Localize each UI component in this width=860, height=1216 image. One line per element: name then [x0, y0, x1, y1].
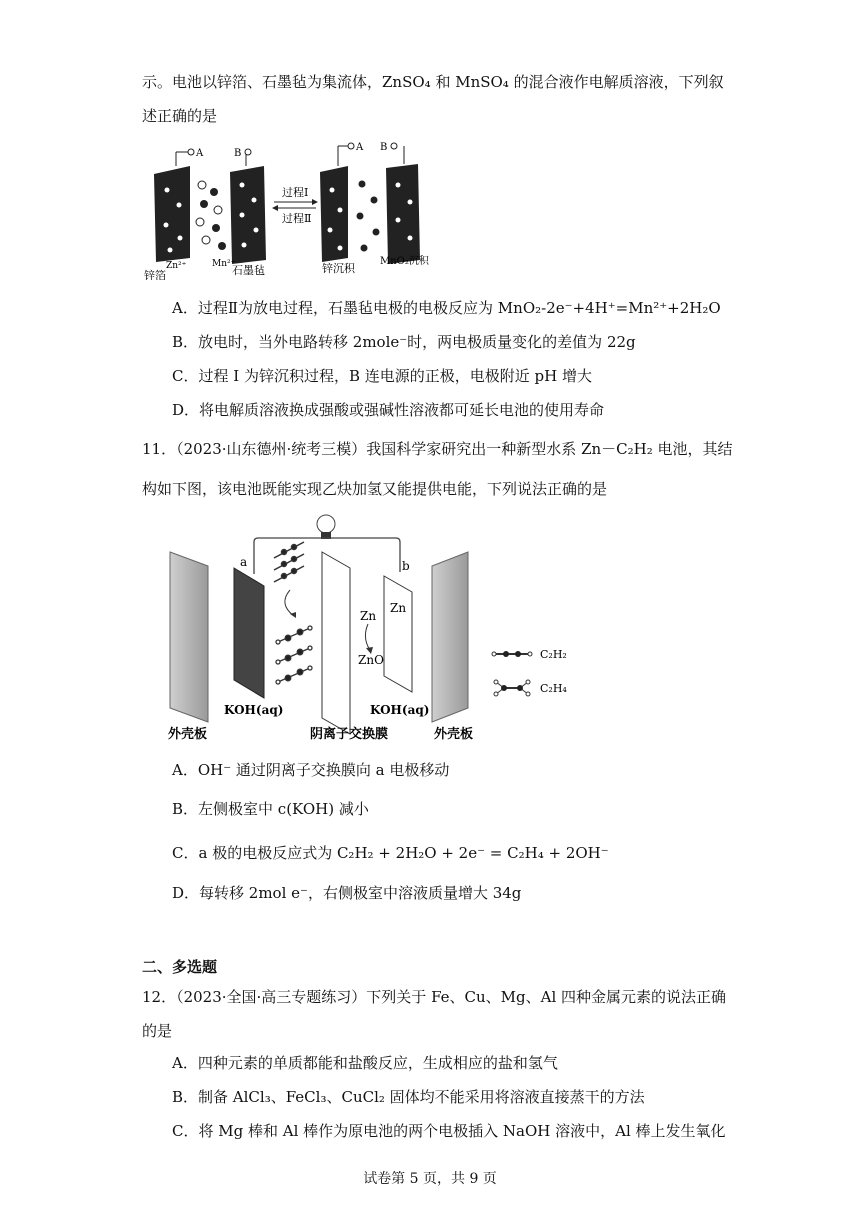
right-shell-plate	[432, 552, 468, 722]
right-ions	[357, 181, 380, 252]
q10-option-c: C．过程 I 为锌沉积过程，B 连电源的正极，电极附近 pH 增大	[172, 367, 592, 385]
q11-option-a: A．OH⁻ 通过阴离子交换膜向 a 电极移动	[172, 761, 450, 779]
mn-ion-label: Mn²⁺	[212, 259, 236, 269]
q12-line-1: 12．（2023·全国·高三专题练习）下列关于 Fe、Cu、Mg、Al 四种金属元素的说法正确	[142, 988, 727, 1006]
q12-line-2: 的是	[142, 1022, 173, 1040]
koh-left-label: KOH(aq)	[224, 703, 284, 717]
left-zinc-foil	[154, 166, 190, 262]
intro-line-1: 示。电池以锌箔、石墨毡为集流体，ZnSO₄ 和 MnSO₄ 的混合液作电解质溶液，下列叙	[142, 73, 724, 91]
process-forward-label: 过程Ⅰ	[282, 186, 309, 199]
left-shell-plate	[170, 552, 208, 722]
section-heading: 二、多选题	[142, 958, 218, 976]
left-graphite-felt	[230, 166, 266, 264]
zn-ion-label: Zn²⁺	[166, 261, 187, 271]
q11-line-2: 构如下图，该电池既能实现乙炔加氢又能提供电能，下列说法正确的是	[142, 480, 608, 498]
zn-c2h2-battery-figure	[150, 512, 590, 748]
left-ions	[196, 181, 226, 250]
q11-option-c: C．a 极的电极反应式为 C₂H₂ + 2H₂O + 2e⁻ = C₂H₄ + 2OH⁻	[172, 844, 609, 862]
battery-process-figure	[142, 140, 442, 280]
label-A2: A	[356, 142, 364, 153]
mno2-deposit-label: MnO₂沉积	[380, 256, 429, 267]
bulb-icon	[317, 515, 335, 539]
process-back-label: 过程Ⅱ	[282, 212, 312, 225]
page-footer: 试卷第 5 页，共 9 页	[363, 1171, 497, 1187]
q11-option-b: B．左侧极室中 c(KOH) 减小	[172, 800, 369, 818]
electrode-b	[384, 576, 412, 692]
label-A1: A	[196, 148, 204, 159]
zinc-deposit-label: 锌沉积	[322, 262, 355, 275]
right-zinc-deposit	[320, 166, 348, 262]
anion-exchange-membrane	[322, 552, 350, 734]
right-mno2-deposit	[386, 164, 420, 264]
q12-option-a: A．四种元素的单质都能和盐酸反应，生成相应的盐和氢气	[172, 1054, 558, 1072]
q12-option-b: B．制备 AlCl₃、FeCl₃、CuCl₂ 固体均不能采用将溶液直接蒸干的方法	[172, 1088, 645, 1106]
label-B2: B	[380, 142, 388, 153]
legend-c2h2	[492, 648, 567, 661]
q10-option-d: D．将电解质溶液换成强酸或强碱性溶液都可延长电池的使用寿命	[172, 401, 605, 419]
q11-option-d: D．每转移 2mol e⁻，右侧极室中溶液质量增大 34g	[172, 884, 522, 902]
c2h2-molecules	[274, 542, 304, 582]
zn-mid-label: Zn	[360, 609, 377, 623]
koh-right-label: KOH(aq)	[370, 703, 430, 717]
zinc-foil-label: 锌箔	[144, 269, 166, 280]
c2h4-molecules	[276, 626, 312, 684]
zno-label: ZnO	[358, 653, 384, 667]
shell-right-label: 外壳板	[434, 727, 474, 742]
membrane-label: 阴离子交换膜	[310, 727, 389, 742]
q11-line-1: 11．（2023·山东德州·统考三模）我国科学家研究出一种新型水系 Zn－C₂H₂ 电池，其结	[142, 440, 733, 458]
electrode-a	[234, 568, 264, 698]
zn-right-label: Zn	[390, 601, 407, 615]
q12-option-c: C．将 Mg 棒和 Al 棒作为原电池的两个电极插入 NaOH 溶液中，Al 棒上发生氧化	[172, 1122, 726, 1140]
graphite-felt-label: 石墨毡	[232, 264, 265, 277]
label-B1: B	[234, 148, 242, 159]
intro-line-2: 述正确的是	[142, 107, 218, 125]
label-a: a	[240, 555, 248, 569]
q10-option-a: A．过程Ⅱ为放电过程，石墨毡电极的电极反应为 MnO₂-2e⁻+4H⁺=Mn²⁺+2H₂O	[172, 299, 721, 317]
legend-c2h4	[494, 680, 567, 696]
legend-c2h4-label: C₂H₄	[540, 682, 567, 695]
label-b: b	[402, 559, 410, 573]
legend-c2h2-label: C₂H₂	[540, 648, 567, 661]
shell-left-label: 外壳板	[168, 727, 208, 742]
q10-option-b: B．放电时，当外电路转移 2mole⁻时，两电极质量变化的差值为 22g	[172, 333, 636, 351]
